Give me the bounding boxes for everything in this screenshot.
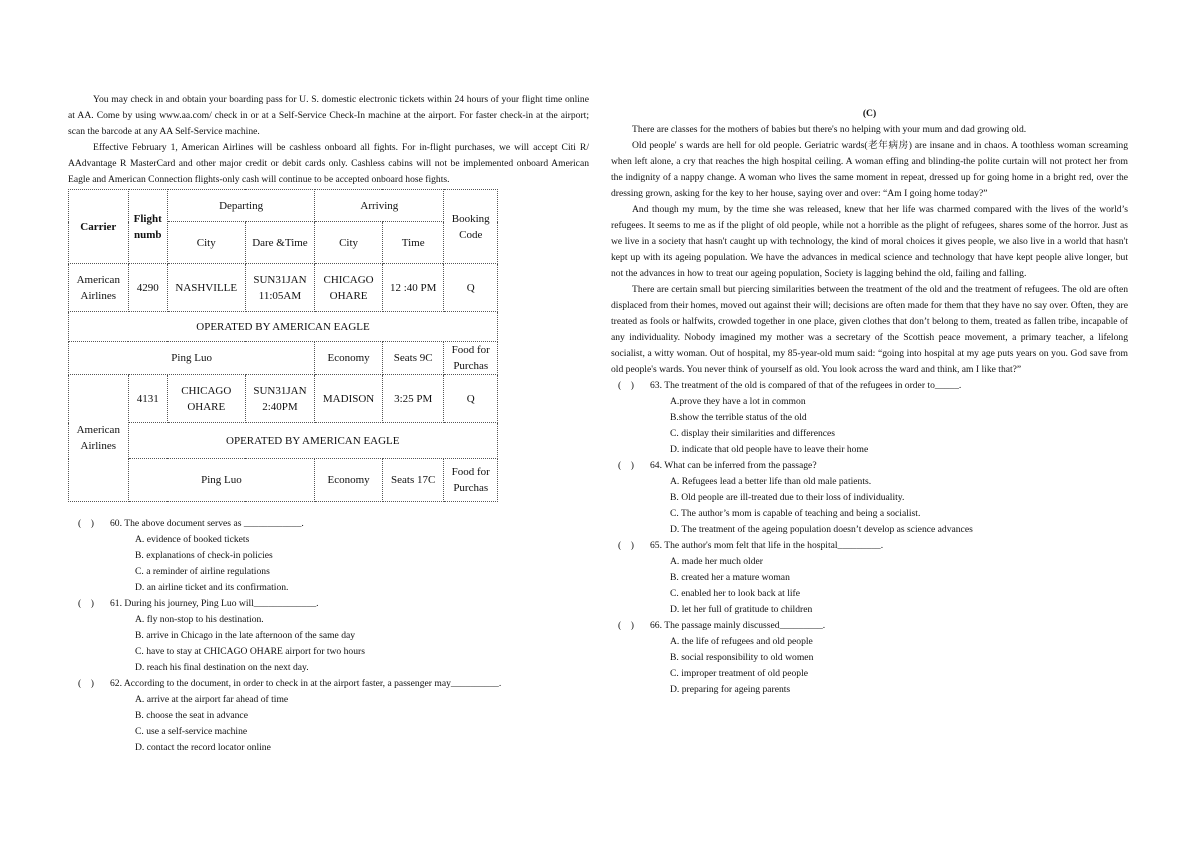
option-d: D. The treatment of the ageing population doesn’t develop as science advances bbox=[670, 524, 973, 535]
option-b: B. Old people are ill-treated due to their loss of individuality. bbox=[670, 492, 905, 503]
food-service: Food for Purchas bbox=[444, 342, 498, 375]
carrier-cell: American Airlines bbox=[69, 264, 129, 312]
option-a: A. Refugees lead a better life than old male patients. bbox=[670, 476, 872, 487]
flight-cell: 4131 bbox=[128, 375, 167, 423]
option-b: B. social responsibility to old women bbox=[670, 652, 814, 663]
question-stem: 65. The author's mom felt that life in the hospital_________. bbox=[650, 540, 884, 551]
question-63 bbox=[618, 378, 1128, 458]
question-stem: 64. What can be inferred from the passage? bbox=[650, 460, 817, 471]
ticket-table bbox=[68, 189, 498, 502]
answer-blank[interactable]: ( ) bbox=[78, 518, 94, 529]
answer-blank[interactable]: ( ) bbox=[618, 620, 634, 631]
header-dep-city: City bbox=[167, 222, 245, 264]
passage-paragraph-3: And though my mum, by the time she was released, knew that her life was charmed compared with the lives of the world’s refugees. It seems to me as if the plight of old people, while not a horrible as the plight of refugees, shares some of the horror. Just as we live in a society that hasn't caught up with technology, the kind of moral choices it gives people, we also live in a world that hasn't kept up with its ageing population. We have the advances in medical science and technology that have kept people alive longer, but not the advances in how to treat our ageing population, Society is lagging behind the old, failing and falling. bbox=[611, 204, 1128, 279]
flight-cell: 4290 bbox=[128, 264, 167, 312]
option-c: C. have to stay at CHICAGO OHARE airport for two hours bbox=[135, 646, 365, 657]
header-departing: Departing bbox=[167, 190, 314, 222]
question-62 bbox=[78, 676, 589, 756]
question-stem: 61. During his journey, Ping Luo will_____________. bbox=[110, 598, 319, 609]
booking-code-cell: Q bbox=[444, 375, 498, 423]
option-d: D. contact the record locator online bbox=[135, 742, 271, 753]
arr-time-cell: 12 :40 PM bbox=[382, 264, 444, 312]
option-d: D. preparing for ageing parents bbox=[670, 684, 791, 695]
cabin-class: Economy bbox=[315, 342, 383, 375]
option-d: D. an airline ticket and its confirmation. bbox=[135, 582, 289, 593]
question-stem: 63. The treatment of the old is compared of that of the refugees in order to_____. bbox=[650, 380, 962, 391]
operated-by-row: OPERATED BY AMERICAN EAGLE bbox=[128, 423, 497, 459]
carrier-cell: American Airlines bbox=[69, 375, 129, 502]
option-c: C. The author’s mom is capable of teaching and being a socialist. bbox=[670, 508, 921, 519]
left-column bbox=[68, 92, 589, 756]
table-row bbox=[69, 264, 498, 312]
header-flight-number: Flight numb bbox=[128, 190, 167, 264]
header-time: Time bbox=[382, 222, 444, 264]
dep-city-cell: CHICAGO OHARE bbox=[167, 375, 245, 423]
question-stem: 66. The passage mainly discussed_________. bbox=[650, 620, 826, 631]
header-carrier: Carrier bbox=[69, 190, 129, 264]
answer-blank[interactable]: ( ) bbox=[618, 460, 634, 471]
right-column bbox=[611, 106, 1128, 698]
passage-paragraph-1: There are classes for the mothers of babies but there's no helping with your mum and dad growing old. bbox=[632, 124, 1027, 135]
cabin-class: Economy bbox=[315, 459, 383, 502]
option-a: A. the life of refugees and old people bbox=[670, 636, 813, 647]
option-a: A. evidence of booked tickets bbox=[135, 534, 250, 545]
question-65 bbox=[618, 538, 1128, 618]
passenger-name: Ping Luo bbox=[69, 342, 315, 375]
option-c: C. display their similarities and differences bbox=[670, 428, 836, 439]
operated-by-row: OPERATED BY AMERICAN EAGLE bbox=[69, 312, 498, 342]
option-b: B.show the terrible status of the old bbox=[670, 412, 807, 423]
question-66 bbox=[618, 618, 1128, 698]
dep-datetime-cell: SUN31JAN 11:05AM bbox=[245, 264, 315, 312]
question-stem: 62. According to the document, in order to check in at the airport faster, a passenger may__________. bbox=[110, 678, 502, 689]
seat-number: Seats 9C bbox=[382, 342, 444, 375]
option-a: A. made her much older bbox=[670, 556, 763, 567]
option-a: A. arrive at the airport far ahead of time bbox=[135, 694, 289, 705]
section-title: (C) bbox=[862, 108, 877, 119]
table-row bbox=[69, 375, 498, 423]
passenger-row bbox=[69, 459, 498, 502]
header-arriving: Arriving bbox=[315, 190, 444, 222]
option-b: B. arrive in Chicago in the late afternoon of the same day bbox=[135, 630, 356, 641]
booking-code-cell: Q bbox=[444, 264, 498, 312]
option-b: B. explanations of check-in policies bbox=[135, 550, 273, 561]
option-c: C. improper treatment of old people bbox=[670, 668, 809, 679]
option-a: A.prove they have a lot in common bbox=[670, 396, 806, 407]
food-service: Food for Purchas bbox=[444, 459, 498, 502]
option-b: B. choose the seat in advance bbox=[135, 710, 248, 721]
option-d: D. indicate that old people have to leave their home bbox=[670, 444, 869, 455]
answer-blank[interactable]: ( ) bbox=[78, 598, 94, 609]
arr-city-cell: CHICAGO OHARE bbox=[315, 264, 383, 312]
answer-blank[interactable]: ( ) bbox=[618, 380, 634, 391]
option-c: C. a reminder of airline regulations bbox=[135, 566, 270, 577]
option-c: C. use a self-service machine bbox=[135, 726, 248, 737]
dep-city-cell: NASHVILLE bbox=[167, 264, 245, 312]
question-60 bbox=[78, 516, 589, 596]
option-d: D. let her full of gratitude to children bbox=[670, 604, 813, 615]
option-d: D. reach his final destination on the next day. bbox=[135, 662, 309, 673]
passage-paragraph-2: Old people' s wards are hell for old people. Geriatric wards(老年病房) are insane and in chaos. A toothless woman screaming when left alone, a cry that reaches the high hospital ceiling. A woman effing and blinding-the polite curtain will not protect her from the indignity of a nappy change. A woman who lives the same moment in repeat, dressed up for going home in a bright red, over the dressing grown, asking for the key to her house, saying over and over: “Am I going home today?” bbox=[611, 140, 1128, 199]
passage-paragraph-4: There are certain small but piercing similarities between the treatment of the old and the treatment of refugees. The old are often displaced from their homes, moved out against their will; decisions are often made for them that they have no say over. Often, they are treated as fools or halfwits, crowded together in one place, given clothes that don’t belong to them, treated as fallen tribe, incapable of any individuality. Nobody imagined my mother was a secretary of the Scottish peace movement, a primary teacher, a lifelong socialist, a witty woman. Out of hospital, my 85-year-old mum said: “going into hospital at my age puts years on you. God save from old people's wards. You never think of yourself as old. You look across the ward and think, am I like that?” bbox=[611, 284, 1128, 375]
intro-paragraph-1: You may check in and obtain your boarding pass for U. S. domestic electronic tickets within 24 hours of your flight time online at AA. Come by using www.aa.com/ check in or at a Self-Service Check-In machine at the airport. For faster check-in at the airport; scan the barcode at any AA Self-Service machine. bbox=[68, 94, 589, 137]
option-a: A. fly non-stop to his destination. bbox=[135, 614, 264, 625]
seat-number: Seats 17C bbox=[382, 459, 444, 502]
arr-city-cell: MADISON bbox=[315, 375, 383, 423]
passenger-row bbox=[69, 342, 498, 375]
header-booking-code: Booking Code bbox=[444, 190, 498, 264]
header-arr-city: City bbox=[315, 222, 383, 264]
passenger-name: Ping Luo bbox=[128, 459, 315, 502]
question-61 bbox=[78, 596, 589, 676]
answer-blank[interactable]: ( ) bbox=[618, 540, 634, 551]
arr-time-cell: 3:25 PM bbox=[382, 375, 444, 423]
dep-datetime-cell: SUN31JAN 2:40PM bbox=[245, 375, 315, 423]
question-stem: 60. The above document serves as ____________. bbox=[110, 518, 304, 529]
question-64 bbox=[618, 458, 1128, 538]
option-c: C. enabled her to look back at life bbox=[670, 588, 801, 599]
header-date-time: Dare &Time bbox=[245, 222, 315, 264]
answer-blank[interactable]: ( ) bbox=[78, 678, 94, 689]
option-b: B. created her a mature woman bbox=[670, 572, 790, 583]
intro-paragraph-2: Effective February 1, American Airlines will be cashless onboard all fights. For in-flight purchases, we will accept Citi R/ AAdvantage R MasterCard and other major credit or debit cards only. Cashless cabins will not be implemented onboard American Eagle and American Connection flights-only cash will continue to be accepted onboard hose fights. bbox=[68, 142, 589, 185]
